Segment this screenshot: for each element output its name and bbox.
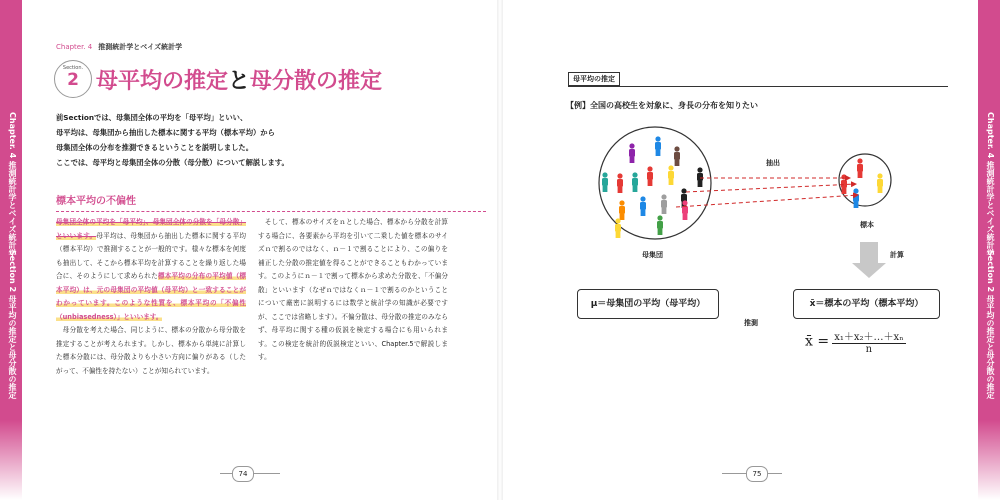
example-text: 【例】全国の高校生を対象に、身長の分布を知りたい [566, 101, 758, 110]
side-section-label: Section 2 母平均の推定と母分散の推定 [986, 250, 995, 399]
sample-mean-box: x̄＝標本の平均（標本平均） [793, 289, 940, 319]
person-icon [629, 143, 635, 163]
side-chapter-label: Chapter. 4 推測統計学とベイズ統計学 [8, 112, 17, 257]
person-icon [853, 188, 859, 208]
calc-label: 計算 [890, 251, 904, 259]
population-mean-box: μ＝母集団の平均（母平均） [577, 289, 719, 319]
highlighted-text: 標本平均の分布の平均値（標本平均）は、元の母集団の平均値（母平均）と一致することがわかっています。このような性質を、標本平均の「不偏性（unbiasedness）」といいます。 [56, 272, 247, 321]
person-icon [632, 172, 638, 192]
person-icon [647, 166, 653, 186]
person-icon [877, 173, 883, 193]
person-icon [615, 218, 621, 238]
box-label: 母平均の推定 [568, 72, 620, 86]
side-section-label: Section 2 母平均の推定と母分散の推定 [8, 250, 17, 399]
person-icon [674, 146, 680, 166]
estimate-label: 推測 [744, 319, 758, 327]
right-edge-tab [978, 0, 1000, 500]
body-text: そして、標本のサイズをｎとした場合、標本から分散を計算する場合に、各要素から平均を引いて二乗した値を標本のサイズｎで割るのではなく、ｎ－１で割ることにより、この偏りを補正した分散の推定値を得ることができることもわかっています。このようにｎ－１で割って標本から求めた分散を、「不偏分散」といいます（なぜｎではなくｎ－１で割るのかということについて厳密に説明するには数学と統計学の知識が必要ですが、ここでは省略します）。不偏分散は、母分散の推定のみならず、母平均に関する種の仮説を検定する場合にも用いられます。この検定を統計的仮説検定といい、Chapter.5で解説します。 [258, 218, 449, 361]
body-column-1 [56, 216, 246, 378]
person-icon [657, 215, 663, 235]
sampling-arrow [676, 195, 858, 207]
sampling-label: 抽出 [766, 159, 780, 167]
calc-arrow [852, 242, 886, 278]
person-icon [661, 194, 667, 214]
sample-mean-formula: x̄ = $\frac{\text{x₁＋x₂＋…＋xₙ}}{n}$ [805, 328, 906, 355]
population-label: 母集団 [642, 251, 663, 259]
person-icon [655, 136, 661, 156]
person-icon [619, 200, 625, 220]
side-chapter-label: Chapter. 4 推測統計学とベイズ統計学 [986, 112, 995, 257]
highlighted-text: 母集団全体の平均を「母平均」、母集団全体の分散を「母分散」といいます。 [56, 218, 246, 240]
section-heading: 標本平均の不偏性 [56, 192, 486, 212]
left-edge-tab [0, 0, 22, 500]
person-icon [857, 158, 863, 178]
page-title: 母平均の推定と母分散の推定 [96, 69, 383, 94]
body-text: 母分散を考えた場合、同じように、標本の分散から母分散を推定することが考えられます。しかし、標本から単純に計算した標本分散には、母分散よりも小さい方向に偏りがある（したがって、不偏性を持たない）ことが知られています。 [56, 326, 247, 375]
page-number: 74 [232, 466, 254, 482]
population-sample-diagram [560, 120, 960, 290]
sample-label: 標本 [860, 221, 874, 229]
intro-paragraph: 前Sectionでは、母集団全体の平均を「母平均」といい、 母平均は、母集団から抽出した標本に関する平均（標本平均）から 母集団全体の分布を推測できるということを説明しました。 ここでは、母平均と母集団全体の分散（母分散）について解説します。 [56, 113, 289, 167]
sample-circle [839, 154, 891, 206]
page-number: 75 [746, 466, 768, 482]
chapter-header: Chapter. 4 推測統計学とベイズ統計学 [56, 43, 183, 51]
person-icon [668, 165, 674, 185]
box-rule [568, 86, 948, 87]
person-icon [640, 196, 646, 216]
body-text: 母平均は、母集団から抽出した標本に関する平均（標本平均）で推測することが一般的です。様々な標本を何度も抽出して、そこから標本平均を計算することを繰り返した場合に、そのようにして求められた [56, 231, 246, 280]
person-icon [682, 200, 688, 220]
body-column-2 [258, 216, 448, 365]
person-icon [617, 173, 623, 193]
person-icon [602, 172, 608, 192]
book-gutter [497, 0, 503, 500]
person-icon [697, 167, 703, 187]
section-badge: Section. 2 [54, 60, 92, 98]
